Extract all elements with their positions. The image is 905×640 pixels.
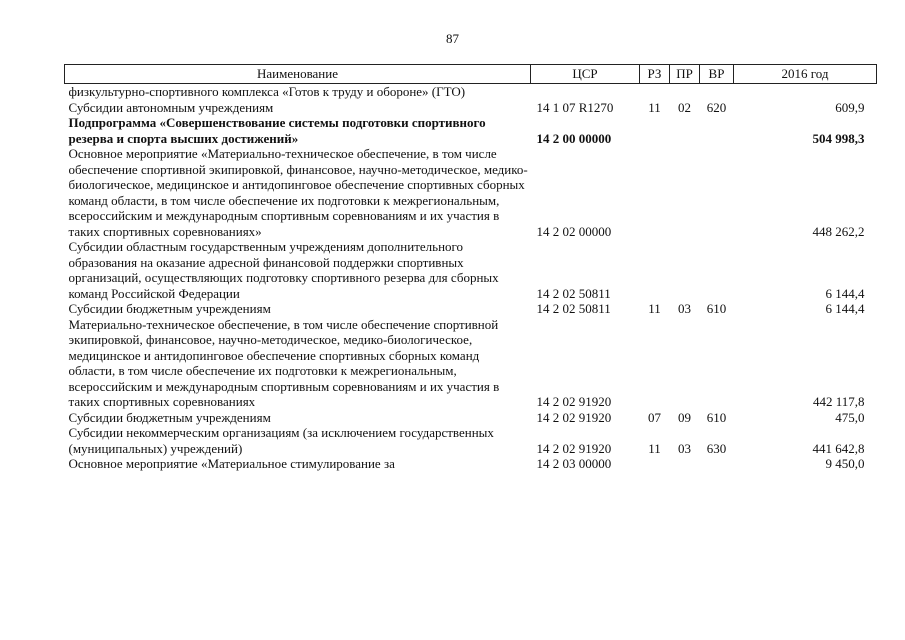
row-rz — [640, 239, 670, 301]
table-row — [65, 84, 877, 100]
row-amount: 6 144,4 — [825, 301, 865, 316]
row-csr: 14 2 02 50811 — [536, 301, 611, 316]
table-row — [65, 425, 877, 456]
row-rz — [640, 115, 670, 146]
row-csr: 14 1 07 R1270 — [536, 99, 614, 115]
row-csr: 14 2 03 00000 — [536, 456, 612, 471]
row-pr — [670, 317, 700, 410]
table-row — [65, 410, 877, 426]
row-rz — [640, 84, 670, 100]
row-name: Основное мероприятие «Материальное стимулирование за — [68, 456, 395, 471]
row-rz: 11 — [648, 301, 661, 316]
row-csr: 14 2 02 91920 — [536, 409, 612, 425]
row-amount: 441 642,8 — [812, 440, 865, 456]
table-row — [65, 301, 877, 317]
row-rz — [640, 146, 670, 239]
budget-table — [64, 64, 877, 472]
row-pr — [670, 456, 700, 472]
row-vr: 630 — [706, 440, 727, 456]
row-pr: 03 — [678, 440, 691, 456]
row-amount: 6 144,4 — [825, 285, 865, 301]
row-amount: 475,0 — [835, 409, 865, 425]
row-vr — [700, 239, 734, 301]
row-vr — [700, 115, 734, 146]
header-pr: ПР — [670, 65, 700, 84]
row-pr: 09 — [678, 409, 691, 425]
row-rz: 11 — [648, 440, 661, 456]
table-header-row — [65, 65, 877, 84]
row-amount: 504 998,3 — [812, 130, 865, 146]
table-row — [65, 239, 877, 301]
row-pr — [670, 146, 700, 239]
row-vr: 610 — [706, 409, 727, 425]
table-row — [65, 317, 877, 410]
row-rz: 11 — [648, 99, 661, 115]
row-name: Субсидии областным государственным учреждениям дополнительного образования на оказание адресной финансовой поддержки спортивных организаций, осуществляющих подготовку спортивного резерва для сборных команд Российской Федерации — [68, 239, 499, 301]
table-row — [65, 456, 877, 472]
row-pr: 02 — [678, 99, 691, 115]
row-pr — [670, 239, 700, 301]
row-rz — [640, 317, 670, 410]
row-vr — [700, 146, 734, 239]
row-name: Субсидии бюджетным учреждениям — [68, 301, 271, 316]
row-name: Основное мероприятие «Материально-техническое обеспечение, в том числе обеспечение спортивной экипировкой, финансовое, научно-методическое, медико-биологическое, медицинское и антидопинговое обеспечение спортивных сборных команд области, в том числе обеспечение их подготовки к межрегиональным, всероссийским и международным спортивным соревнованиям и их участия в таких спортивных соревнованиях» — [68, 146, 528, 239]
row-vr: 620 — [706, 99, 727, 115]
row-vr — [700, 317, 734, 410]
row-csr: 14 2 02 50811 — [536, 285, 611, 301]
row-name: Субсидии некоммерческим организациям (за исключением государственных (муниципальных) учреждений) — [68, 425, 494, 456]
header-csr: ЦСР — [531, 65, 640, 84]
row-csr: 14 2 00 00000 — [536, 130, 612, 146]
header-name: Наименование — [65, 65, 531, 84]
row-amount: 448 262,2 — [812, 223, 865, 239]
row-amount: 609,9 — [835, 99, 865, 115]
row-amount — [734, 84, 877, 100]
row-csr — [531, 84, 640, 100]
row-name: Подпрограмма «Совершенствование системы подготовки спортивного резерва и спорта высших достижений» — [68, 115, 486, 146]
table-row-subprogram — [65, 115, 877, 146]
row-rz: 07 — [648, 409, 661, 425]
row-amount: 442 117,8 — [812, 394, 865, 409]
header-rz: РЗ — [640, 65, 670, 84]
row-amount: 9 450,0 — [825, 456, 865, 471]
row-pr: 03 — [678, 301, 691, 316]
row-pr — [670, 84, 700, 100]
row-vr: 610 — [706, 301, 727, 316]
header-year: 2016 год — [734, 65, 877, 84]
row-vr — [700, 84, 734, 100]
row-csr: 14 2 02 00000 — [536, 223, 612, 239]
page-number: 87 — [446, 31, 459, 46]
row-pr — [670, 115, 700, 146]
table-row — [65, 100, 877, 116]
row-vr — [700, 456, 734, 472]
row-name: Субсидии бюджетным учреждениям — [68, 409, 271, 425]
row-name: Субсидии автономным учреждениям — [68, 99, 274, 115]
row-csr: 14 2 02 91920 — [536, 440, 612, 456]
header-vr: ВР — [700, 65, 734, 84]
row-name: Материально-техническое обеспечение, в том числе обеспечение спортивной экипировкой, финансовое, научно-методическое, медико-биологическое, медицинское и антидопинговое обеспечение спортивных сборных команд области, в том числе обеспечение их подготовки к межрегиональным, всероссийским и международным спортивным соревнованиям и их участия в таких спортивных соревнованиях — [68, 316, 500, 409]
row-rz — [640, 456, 670, 472]
table-row — [65, 146, 877, 239]
row-csr: 14 2 02 91920 — [536, 394, 612, 409]
row-name: физкультурно-спортивного комплекса «Готов к труду и обороне» (ГТО) — [68, 84, 466, 99]
